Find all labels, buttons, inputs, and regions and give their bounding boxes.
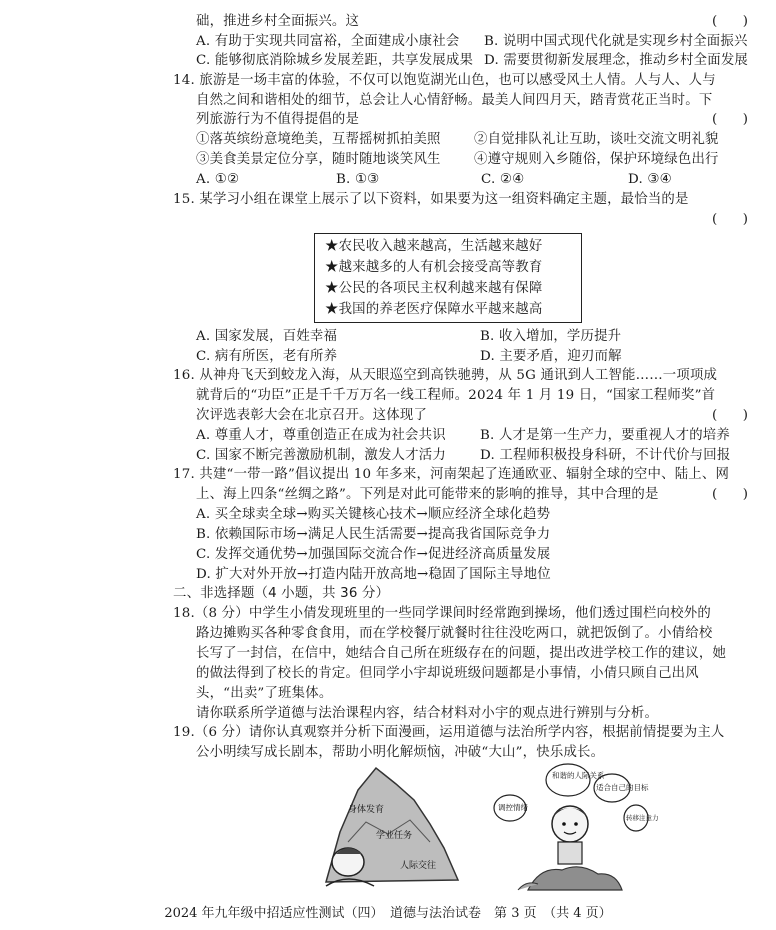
q17-option-b: B. 依赖国际市场→满足人民生活需要→提高我省国际竞争力	[196, 527, 551, 542]
q16-stem-1: 16. 从神舟飞天到蛟龙入海，从天眼巡空到高铁驰骋，从 5G 通讯到人工智能……一项项成	[173, 368, 718, 383]
q17-option-d: D. 扩大对外开放→打造内陆开放高地→稳固了国际主导地位	[196, 567, 551, 582]
comic-label-body: 身体发育	[348, 805, 385, 815]
q15-option-d: D. 主要矛盾，迎刃而解	[480, 349, 622, 364]
material-line-4: ★我国的养老医疗保障水平越来越高	[325, 302, 543, 317]
q14-option-c: C. ②④	[481, 172, 525, 187]
boy-body	[558, 842, 582, 864]
q16-option-a: A. 尊重人才，尊重创造正在成为社会共识	[196, 428, 446, 443]
page-footer: 2024 年九年级中招适应性测试（四） 道德与法治试卷 第 3 页 （共 4 页）	[164, 906, 612, 921]
q15-option-a: A. 国家发展，百姓幸福	[196, 329, 338, 344]
q14-stem-2: 自然之间和谐相处的细节，总会让人心情舒畅。最美人间四月天，踏青赏花正当时。下	[196, 93, 713, 108]
bubble-text-goal: 适合自己的目标	[596, 783, 649, 792]
q18-text-4: 的做法得到了校长的肯定。但同学小宇却说班级问题都是小事情，小倩只顾自己出风	[196, 666, 699, 681]
q14-stem-3: 列旅游行为不值得提倡的是	[196, 112, 360, 127]
q14-item-2: ②自觉排队礼让互助，谈吐交流文明礼貌	[474, 132, 719, 147]
answer-paren: ( )	[712, 112, 748, 127]
material-line-2: ★越来越多的人有机会接受高等教育	[325, 260, 543, 275]
q13-option-a: A. 有助于实现共同富裕，全面建成小康社会	[196, 34, 460, 49]
bubble-text-emotion: 调控情绪	[498, 803, 528, 812]
bubble-text-attention: 转移注意力	[626, 814, 659, 822]
q17-stem-2: 上、海上四条“丝绸之路”。下列是对此可能带来的影响的推导，其中合理的是	[196, 487, 659, 502]
q16-option-d: D. 工程师积极投身科研，不计代价与回报	[480, 448, 731, 463]
section-heading: 二、非选择题（4 小题，共 36 分）	[173, 586, 390, 601]
q19-text-2: 公小明续写成长剧本，帮助小明化解烦恼，冲破“大山”，快乐成长。	[196, 745, 605, 760]
q16-stem-2: 就背后的“功臣”正是千千万万名一线工程师。2024 年 1 月 19 日，“国家工程师奖”首	[196, 388, 716, 403]
q14-stem-1: 14. 旅游是一场丰富的体验，不仅可以饱览湖光山色，也可以感受风土人情。人与人、人与	[173, 73, 716, 88]
q18-question: 请你联系所学道德与法治课程内容，结合材料对小宇的观点进行辨别与分析。	[196, 706, 659, 721]
boy-eye	[574, 822, 578, 826]
q18-text-2: 路边摊购买各种零食食用，而在学校餐厅就餐时往往没吃两口，就把饭倒了。小倩给校	[196, 626, 713, 641]
answer-paren: ( )	[712, 487, 748, 502]
q13-option-d: D. 需要贯彻新发展理念，推动乡村全面发展	[484, 53, 749, 68]
q14-option-d: D. ③④	[628, 172, 672, 187]
boy-eye	[562, 822, 566, 826]
material-line-1: ★农民收入越来越高，生活越来越好	[325, 239, 543, 254]
answer-paren: ( )	[712, 408, 748, 423]
q15-option-b: B. 收入增加，学历提升	[480, 329, 622, 344]
q14-item-4: ④遵守规则入乡随俗，保护环境绿色出行	[474, 152, 719, 167]
comic-label-study: 学业任务	[376, 831, 413, 841]
q17-option-a: A. 买全球卖全球→购买关键核心技术→顺应经济全球化趋势	[196, 507, 551, 522]
q13-option-c: C. 能够彻底消除城乡发展差距，共享发展成果	[196, 53, 474, 68]
q17-option-c: C. 发挥交通优势→加强国际交流合作→促进经济高质量发展	[196, 547, 551, 562]
comic-left-panel	[318, 762, 468, 892]
q13-stem-end: 础，推进乡村全面振兴。这	[196, 14, 360, 29]
q18-text-5: 头，“出卖”了班集体。	[196, 686, 333, 701]
q17-stem-1: 17. 共建“一带一路”倡议提出 10 年多来，河南架起了连通欧亚、辐射全球的空中、陆上、网	[173, 467, 730, 482]
q19-text-1: 19.（6 分）请你认真观察并分析下面漫画，运用道德与法治所学内容，根据前情提要为主人	[173, 725, 725, 740]
q15-stem: 15. 某学习小组在课堂上展示了以下资料，如果要为这一组资料确定主题，最恰当的是	[173, 192, 689, 207]
q16-option-c: C. 国家不断完善激励机制，激发人才活力	[196, 448, 446, 463]
broken-rocks	[528, 867, 622, 890]
material-box	[314, 233, 582, 323]
q18-text-3: 长写了一封信，在信中，她结合自己所在班级存在的问题，提出改进学校工作的建议，她	[196, 646, 727, 661]
comic-right-panel	[488, 762, 659, 892]
answer-paren: ( )	[712, 212, 748, 227]
q14-item-1: ①落英缤纷意境绝美，互帮摇树抓拍美照	[196, 132, 441, 147]
bubble-relations	[546, 764, 590, 796]
q16-option-b: B. 人才是第一生产力，要重视人才的培养	[480, 428, 730, 443]
q14-item-3: ③美食美景定位分享，随时随地谈笑风生	[196, 152, 441, 167]
q15-option-c: C. 病有所医，老有所养	[196, 349, 338, 364]
q14-option-b: B. ①③	[336, 172, 380, 187]
material-line-3: ★公民的各项民主权利越来越有保障	[325, 281, 543, 296]
q13-option-b: B. 说明中国式现代化就是实现乡村全面振兴	[484, 34, 748, 49]
bubble-text-relations: 和谐的人际关系	[552, 771, 605, 780]
q14-option-a: A. ①②	[196, 172, 240, 187]
comic-label-social: 人际交往	[400, 861, 437, 871]
q18-text-1: 18.（8 分）中学生小倩发现班里的一些同学课间时经常跑到操场，他们透过围栏向校外的	[173, 606, 711, 621]
answer-paren: ( )	[712, 14, 748, 29]
q16-stem-3: 次评选表彰大会在北京召开。这体现了	[196, 408, 428, 423]
